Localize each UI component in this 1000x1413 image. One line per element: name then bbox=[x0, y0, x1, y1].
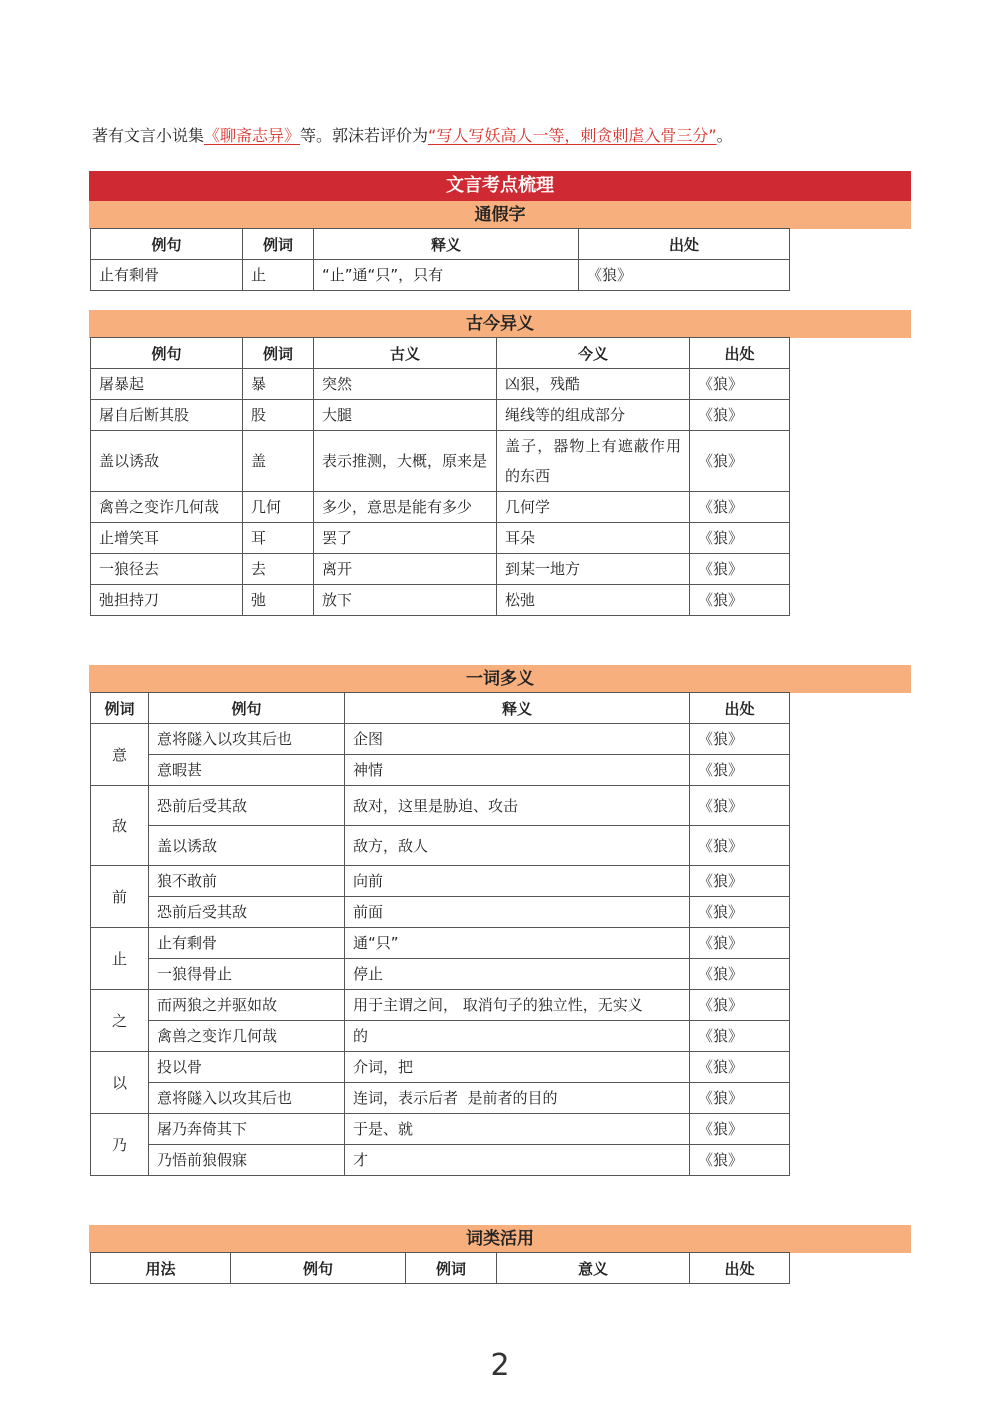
ancient-meaning: 放下 bbox=[314, 585, 497, 616]
header-cell: 意义 bbox=[497, 1253, 690, 1284]
page-number: 2 bbox=[490, 1348, 510, 1383]
example-word: 去 bbox=[243, 554, 314, 585]
section-tongjiazi-bar bbox=[89, 201, 911, 229]
example-sentence: 盖以诱敌 bbox=[149, 826, 345, 866]
source: 《狼》 bbox=[690, 400, 790, 431]
example-sentence: 屠暴起 bbox=[91, 369, 243, 400]
example-sentence: 弛担持刀 bbox=[91, 585, 243, 616]
table-row bbox=[91, 1114, 790, 1145]
source: 《狼》 bbox=[690, 1083, 790, 1114]
table-row bbox=[91, 369, 790, 400]
source: 《狼》 bbox=[690, 755, 790, 786]
intro-end: 。 bbox=[716, 126, 733, 145]
table-row bbox=[91, 1083, 790, 1114]
example-sentence: 意将隧入以攻其后也 bbox=[149, 1083, 345, 1114]
table-row bbox=[91, 554, 790, 585]
ancient-meaning: 大腿 bbox=[314, 400, 497, 431]
example-sentence: 狼不敢前 bbox=[149, 866, 345, 897]
main-title-bar bbox=[89, 171, 911, 201]
group-word: 意 bbox=[91, 724, 149, 786]
ancient-meaning: 表示推测，大概，原来是 bbox=[314, 431, 497, 492]
intro-before: 著有文言小说集 bbox=[92, 126, 205, 145]
ancient-meaning: 突然 bbox=[314, 369, 497, 400]
group-word: 乃 bbox=[91, 1114, 149, 1176]
explanation: 停止 bbox=[345, 959, 690, 990]
example-sentence: 恐前后受其敌 bbox=[149, 897, 345, 928]
example-sentence: 投以骨 bbox=[149, 1052, 345, 1083]
header-cell: 出处 bbox=[690, 693, 790, 724]
example-word: 股 bbox=[243, 400, 314, 431]
example-sentence: 意将隧入以攻其后也 bbox=[149, 724, 345, 755]
source: 《狼》 bbox=[690, 1052, 790, 1083]
example-sentence: 盖以诱敌 bbox=[91, 431, 243, 492]
table-row bbox=[91, 786, 790, 826]
example-word: 耳 bbox=[243, 523, 314, 554]
example-word: 止 bbox=[243, 260, 314, 291]
table-row bbox=[91, 866, 790, 897]
table-row bbox=[91, 585, 790, 616]
group-word: 敌 bbox=[91, 786, 149, 866]
source: 《狼》 bbox=[690, 928, 790, 959]
modern-meaning: 绳线等的组成部分 bbox=[497, 400, 690, 431]
source: 《狼》 bbox=[690, 724, 790, 755]
table-row bbox=[91, 1145, 790, 1176]
example-sentence: 止增笑耳 bbox=[91, 523, 243, 554]
source: 《狼》 bbox=[690, 990, 790, 1021]
section-cilei-bar bbox=[89, 1225, 911, 1253]
group-word: 以 bbox=[91, 1052, 149, 1114]
example-sentence: 恐前后受其敌 bbox=[149, 786, 345, 826]
explanation: 敌对，这里是胁迫、攻击 bbox=[345, 786, 690, 826]
modern-meaning: 耳朵 bbox=[497, 523, 690, 554]
explanation: 连词，表示后者 是前者的目的 bbox=[345, 1083, 690, 1114]
explanation: 才 bbox=[345, 1145, 690, 1176]
header-cell: 今义 bbox=[497, 338, 690, 369]
table-row bbox=[91, 897, 790, 928]
explanation: “止”通“只”，只有 bbox=[314, 260, 579, 291]
intro-text bbox=[92, 124, 922, 148]
main-title: 文言考点梳理 bbox=[446, 175, 554, 196]
explanation: 向前 bbox=[345, 866, 690, 897]
table-row bbox=[91, 431, 790, 492]
ancient-meaning: 多少，意思是能有多少 bbox=[314, 492, 497, 523]
example-sentence: 止有剩骨 bbox=[91, 260, 243, 291]
source: 《狼》 bbox=[690, 492, 790, 523]
group-word: 之 bbox=[91, 990, 149, 1052]
modern-meaning: 凶狠，残酷 bbox=[497, 369, 690, 400]
header-cell: 古义 bbox=[314, 338, 497, 369]
section-duoyi-title: 一词多义 bbox=[466, 669, 534, 689]
source: 《狼》 bbox=[690, 786, 790, 826]
source: 《狼》 bbox=[690, 1021, 790, 1052]
header-cell: 例词 bbox=[243, 338, 314, 369]
table-header-row bbox=[91, 229, 790, 260]
source: 《狼》 bbox=[690, 523, 790, 554]
ancient-meaning: 罢了 bbox=[314, 523, 497, 554]
example-sentence: 屠自后断其股 bbox=[91, 400, 243, 431]
intro-middle: 等。郭沫若评价为 bbox=[300, 126, 429, 145]
gujin-table bbox=[90, 337, 790, 616]
explanation: 通“只” bbox=[345, 928, 690, 959]
table-row bbox=[91, 826, 790, 866]
header-cell: 出处 bbox=[579, 229, 790, 260]
example-word: 暴 bbox=[243, 369, 314, 400]
table-row bbox=[91, 990, 790, 1021]
header-cell: 出处 bbox=[690, 338, 790, 369]
modern-meaning: 到某一地方 bbox=[497, 554, 690, 585]
explanation: 前面 bbox=[345, 897, 690, 928]
source: 《狼》 bbox=[690, 554, 790, 585]
modern-meaning: 几何学 bbox=[497, 492, 690, 523]
table-row bbox=[91, 1021, 790, 1052]
source: 《狼》 bbox=[690, 897, 790, 928]
table-row bbox=[91, 260, 790, 291]
source: 《狼》 bbox=[690, 1145, 790, 1176]
source: 《狼》 bbox=[690, 369, 790, 400]
header-cell: 例句 bbox=[231, 1253, 406, 1284]
explanation: 于是、就 bbox=[345, 1114, 690, 1145]
example-sentence: 止有剩骨 bbox=[149, 928, 345, 959]
table-row bbox=[91, 928, 790, 959]
header-cell: 用法 bbox=[91, 1253, 231, 1284]
section-gujin-bar bbox=[89, 310, 911, 338]
group-word: 前 bbox=[91, 866, 149, 928]
explanation: 介词，把 bbox=[345, 1052, 690, 1083]
example-sentence: 屠乃奔倚其下 bbox=[149, 1114, 345, 1145]
guo-moruo-quote: “写人写妖高人一等，刺贪刺虐入骨三分” bbox=[428, 126, 717, 145]
table-row bbox=[91, 492, 790, 523]
section-cilei-title: 词类活用 bbox=[466, 1229, 534, 1249]
example-sentence: 一狼得骨止 bbox=[149, 959, 345, 990]
table-row bbox=[91, 755, 790, 786]
example-sentence: 乃悟前狼假寐 bbox=[149, 1145, 345, 1176]
group-word: 止 bbox=[91, 928, 149, 990]
example-sentence: 意暇甚 bbox=[149, 755, 345, 786]
table-header-row bbox=[91, 693, 790, 724]
explanation: 敌方，敌人 bbox=[345, 826, 690, 866]
cilei-table bbox=[90, 1252, 790, 1284]
explanation: 的 bbox=[345, 1021, 690, 1052]
header-cell: 例词 bbox=[91, 693, 149, 724]
example-word: 几何 bbox=[243, 492, 314, 523]
example-word: 盖 bbox=[243, 431, 314, 492]
source: 《狼》 bbox=[690, 585, 790, 616]
header-cell: 释义 bbox=[345, 693, 690, 724]
book-title-link: 《聊斋志异》 bbox=[204, 126, 301, 145]
example-sentence: 禽兽之变诈几何哉 bbox=[91, 492, 243, 523]
modern-meaning: 松弛 bbox=[497, 585, 690, 616]
example-sentence: 而两狼之并驱如故 bbox=[149, 990, 345, 1021]
section-tongjiazi-title: 通假字 bbox=[474, 205, 526, 225]
example-word: 弛 bbox=[243, 585, 314, 616]
section-duoyi-bar bbox=[89, 665, 911, 693]
table-header-row bbox=[91, 1253, 790, 1284]
header-cell: 例词 bbox=[243, 229, 314, 260]
source: 《狼》 bbox=[690, 431, 790, 492]
tongjiazi-table bbox=[90, 228, 790, 291]
table-row bbox=[91, 959, 790, 990]
ancient-meaning: 离开 bbox=[314, 554, 497, 585]
table-row bbox=[91, 400, 790, 431]
table-header-row bbox=[91, 338, 790, 369]
section-gujin-title: 古今异义 bbox=[466, 314, 534, 334]
header-cell: 例句 bbox=[91, 229, 243, 260]
source: 《狼》 bbox=[690, 826, 790, 866]
duoyi-table bbox=[90, 692, 790, 1176]
header-cell: 例句 bbox=[149, 693, 345, 724]
explanation: 神情 bbox=[345, 755, 690, 786]
explanation: 用于主谓之间， 取消句子的独立性，无实义 bbox=[345, 990, 690, 1021]
table-row bbox=[91, 1052, 790, 1083]
explanation: 企图 bbox=[345, 724, 690, 755]
header-cell: 出处 bbox=[690, 1253, 790, 1284]
modern-meaning: 盖子，器物上有遮蔽作用的东西 bbox=[497, 431, 690, 492]
header-cell: 例词 bbox=[406, 1253, 497, 1284]
source: 《狼》 bbox=[690, 959, 790, 990]
source: 《狼》 bbox=[690, 1114, 790, 1145]
source: 《狼》 bbox=[690, 866, 790, 897]
header-cell: 例句 bbox=[91, 338, 243, 369]
table-row bbox=[91, 724, 790, 755]
table-row bbox=[91, 523, 790, 554]
source: 《狼》 bbox=[579, 260, 790, 291]
header-cell: 释义 bbox=[314, 229, 579, 260]
example-sentence: 一狼径去 bbox=[91, 554, 243, 585]
example-sentence: 禽兽之变诈几何哉 bbox=[149, 1021, 345, 1052]
